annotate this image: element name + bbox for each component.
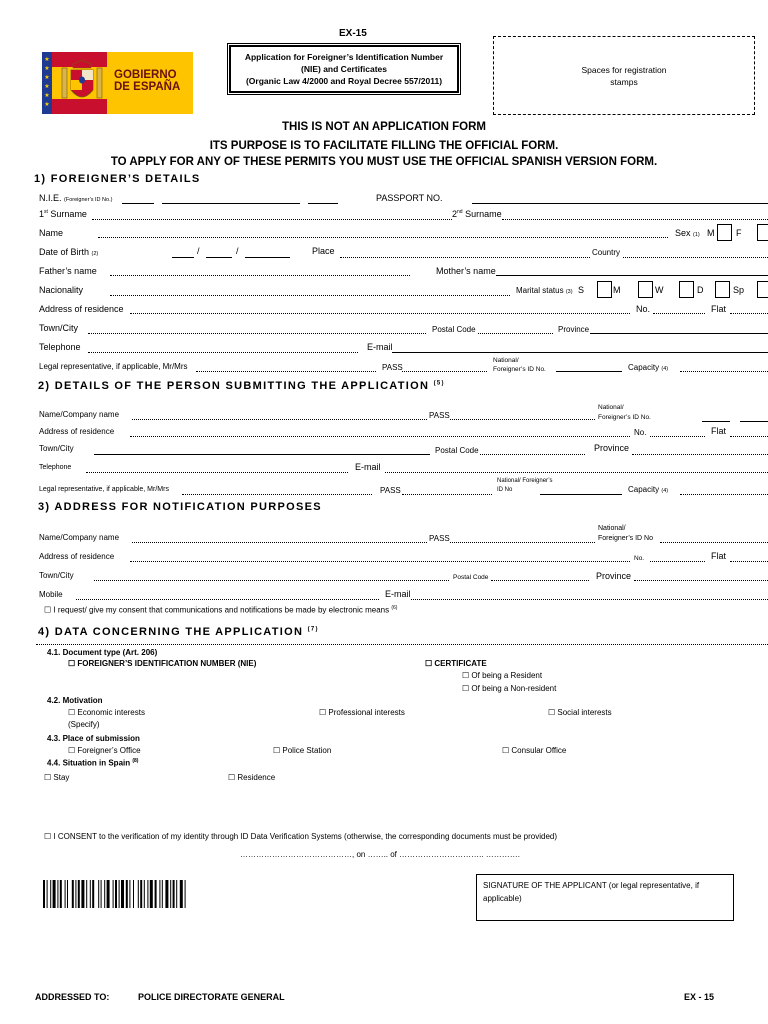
marital-label: Marital status (3) — [516, 286, 573, 295]
s3-mobile-field[interactable] — [76, 599, 379, 600]
s2-flat-field[interactable] — [730, 436, 768, 437]
s3-province-label: Province — [596, 571, 632, 581]
marital-d-checkbox[interactable] — [715, 281, 730, 298]
option-foreigners-office[interactable]: ☐ Foreigner’s Office — [68, 746, 141, 755]
s2-national-label: National/ Foreigner’s ID No. — [598, 404, 651, 421]
s2-address-label: Address of residence — [39, 427, 115, 436]
marital-w-label: W — [655, 285, 664, 295]
nie-field-3[interactable] — [308, 203, 338, 204]
s2-capacity-field[interactable] — [680, 494, 768, 495]
capacity-field[interactable] — [680, 371, 768, 372]
signature-label: SIGNATURE OF THE APPLICANT (or legal representative, if applicable) — [483, 881, 700, 903]
marital-sp-label: Sp — [733, 285, 745, 295]
form-title-line3: (Organic Law 4/2000 and Royal Decree 557/2011) — [245, 76, 443, 86]
s2-province-label: Province — [594, 443, 630, 453]
surname2-label: 2nd Surname — [452, 209, 502, 219]
s3-flat-label: Flat — [711, 551, 727, 561]
section3-title: 3) ADDRESS FOR NOTIFICATION PURPOSES — [38, 501, 322, 513]
dob-month-field[interactable] — [206, 257, 232, 258]
situation-label: 4.4. Situation in Spain $^{(8)}$ — [47, 758, 139, 768]
s2-name-field[interactable] — [132, 419, 427, 420]
s2-national-field-2[interactable] — [740, 421, 768, 422]
father-label: Father’s name — [39, 266, 97, 276]
eu-stars-band: ★ ★ ★ ★ ★ ★ — [42, 52, 52, 114]
surname2-field[interactable] — [502, 219, 768, 220]
legal-rep-label: Legal representative, if applicable, Mr/Mrs — [39, 362, 188, 371]
section1-title: 1) FOREIGNER’S DETAILS — [34, 173, 201, 185]
s2-capacity-label: Capacity (4) — [628, 485, 669, 494]
signature-box[interactable] — [476, 874, 734, 921]
s3-name-field[interactable] — [132, 542, 427, 543]
s3-no-field[interactable] — [650, 561, 705, 562]
s2-national2-field[interactable] — [540, 494, 622, 495]
marital-w-checkbox[interactable] — [679, 281, 694, 298]
s3-flat-field[interactable] — [730, 561, 768, 562]
s2-national2-label: National/ Foreigner’s ID No — [497, 478, 553, 493]
surname1-label: 1st Surname — [39, 209, 87, 219]
nationality-field[interactable] — [110, 295, 510, 296]
postal-field[interactable] — [478, 333, 553, 334]
passport-label: PASSPORT NO. — [376, 193, 443, 203]
s3-name-label: Name/Company name — [39, 533, 120, 542]
sex-f-label: F — [736, 228, 742, 238]
s2-email-field[interactable] — [385, 472, 768, 473]
addressed-to-label: ADDRESSED TO: — [35, 992, 110, 1002]
s3-mobile-label: Mobile — [39, 590, 63, 599]
province-field[interactable] — [590, 333, 768, 334]
section2-title: 2) DETAILS OF THE PERSON SUBMITTING THE APPLICATION $^{(5)}$ — [38, 380, 445, 392]
marital-s-checkbox[interactable] — [597, 281, 612, 298]
s2-province-field[interactable] — [632, 454, 768, 455]
s3-pass-label: PASS — [429, 534, 450, 543]
name-label: Name — [39, 228, 64, 238]
government-logo — [42, 52, 193, 114]
notice-line1: THIS IS NOT AN APPLICATION FORM — [281, 121, 486, 133]
section4-title: 4) DATA CONCERNING THE APPLICATION $^{(7)}$ — [38, 626, 319, 638]
stamp-text-line2: stamps — [610, 77, 638, 87]
s2-telephone-field[interactable] — [86, 472, 348, 473]
marital-sp-checkbox[interactable] — [757, 281, 768, 298]
s2-national-field[interactable] — [702, 421, 730, 422]
sex-f-checkbox[interactable] — [757, 224, 768, 241]
email-field[interactable] — [392, 352, 768, 353]
legal-pass-label: PASS — [382, 363, 403, 372]
s2-town-label: Town/City — [39, 444, 74, 453]
place-submission-label: 4.3. Place of submission — [47, 734, 140, 743]
s3-email-label: E-mail — [385, 589, 411, 599]
s3-address-field[interactable] — [130, 561, 630, 562]
father-field[interactable] — [110, 275, 410, 276]
s2-legal-field[interactable] — [182, 494, 372, 495]
s3-postal-label: Postal Code — [453, 574, 489, 581]
option-resident[interactable]: ☐ Of being a Resident — [462, 671, 543, 680]
s2-town-field[interactable] — [94, 454, 430, 455]
option-nie[interactable]: ☐ FOREIGNER’S IDENTIFICATION NUMBER (NIE) — [68, 659, 257, 668]
logo-text-line2: DE ESPAÑA — [114, 81, 181, 93]
stamp-text-line1: Spaces for registration — [581, 65, 667, 75]
legal-national-label: National/ Foreigner’s ID No. — [493, 357, 546, 373]
s3-no-label: No. — [634, 555, 645, 562]
address-flat-label: Flat — [711, 304, 727, 314]
addressed-to-value: POLICE DIRECTORATE GENERAL — [138, 992, 285, 1002]
s2-postal-label: Postal Code — [435, 446, 479, 455]
nationality-label: Nacionality — [39, 285, 84, 295]
option-police-station[interactable]: ☐ Police Station — [273, 746, 332, 755]
s3-province-field[interactable] — [634, 580, 768, 581]
notice-line3: TO APPLY FOR ANY OF THESE PERMITS YOU MUST USE THE OFFICIAL SPANISH VERSION FORM. — [110, 156, 658, 168]
s2-flat-label: Flat — [711, 426, 727, 436]
address-no-label: No. — [636, 304, 651, 314]
specify-label: (Specify) — [68, 720, 100, 729]
town-field[interactable] — [88, 333, 426, 334]
option-professional[interactable]: ☐ Professional interests — [319, 708, 405, 717]
s2-email-label: E-mail — [355, 462, 381, 472]
address-label: Address of residence — [39, 304, 124, 314]
town-label: Town/City — [39, 323, 79, 333]
legal-pass-field[interactable] — [402, 371, 487, 372]
s2-telephone-label: Telephone — [39, 464, 72, 471]
s3-electronic-consent[interactable]: ☐ I request/ give my consent that communications and notifications be made by electronic means $^{(6)}$ — [44, 605, 398, 615]
s3-national-field[interactable] — [660, 542, 768, 543]
sex-label: Sex (1) — [675, 228, 700, 238]
s2-pass-field[interactable] — [450, 419, 595, 420]
place-field[interactable] — [340, 257, 590, 258]
identity-verification-consent[interactable]: ☐ I CONSENT to the verification of my identity through ID Data Verification Systems (otherwise, the corresponding documents must be provided) — [44, 832, 558, 841]
footer-form-code: EX - 15 — [684, 992, 715, 1002]
marital-s-label: S — [578, 285, 585, 295]
s3-address-label: Address of residence — [39, 552, 115, 561]
s2-postal-field[interactable] — [480, 454, 585, 455]
dob-day-field[interactable] — [172, 257, 194, 258]
doc-type-label: 4.1. Document type (Art. 206) — [47, 648, 158, 657]
telephone-label: Telephone — [39, 342, 81, 352]
registration-stamp-box — [493, 36, 755, 115]
sex-m-label: M — [707, 228, 715, 238]
form-code: EX-15 — [339, 28, 367, 39]
option-economic[interactable]: ☐ Economic interests — [68, 708, 145, 717]
option-stay[interactable]: ☐ Stay — [44, 773, 70, 782]
telephone-field[interactable] — [88, 352, 358, 353]
country-field[interactable] — [623, 257, 768, 258]
marital-m-checkbox[interactable] — [638, 281, 653, 298]
passport-field[interactable] — [472, 203, 768, 204]
mother-label: Mother’s name — [436, 266, 496, 276]
section4-rule — [36, 644, 768, 645]
barcode-icon — [43, 880, 235, 908]
dob-year-field[interactable] — [245, 257, 290, 258]
legal-rep-field[interactable] — [196, 371, 376, 372]
logo-text-line1: GOBIERNO — [114, 69, 177, 81]
province-label: Province — [558, 325, 590, 334]
nie-field-1[interactable] — [122, 203, 154, 204]
motivation-label: 4.2. Motivation — [47, 696, 103, 705]
s2-name-label: Name/Company name — [39, 410, 120, 419]
address-flat-field[interactable] — [730, 313, 768, 314]
option-nonresident[interactable]: ☐ Of being a Non-resident — [462, 684, 557, 693]
s2-no-label: No. — [634, 428, 647, 437]
nie-label: N.I.E. (Foreigner’s ID No.) — [39, 193, 113, 203]
place-label: Place — [312, 246, 335, 256]
option-consular-office[interactable]: ☐ Consular Office — [502, 746, 567, 755]
form-title-line2: (NIE) and Certificates — [301, 64, 387, 74]
s2-pass-label: PASS — [429, 411, 450, 420]
s3-town-field[interactable] — [94, 580, 449, 581]
option-residence[interactable]: ☐ Residence — [228, 773, 276, 782]
form-title-line1: Application for Foreigner’s Identification Number — [244, 52, 444, 62]
option-certificate[interactable]: ☐ CERTIFICATE — [425, 659, 487, 668]
s3-pass-field[interactable] — [450, 542, 595, 543]
s3-postal-field[interactable] — [491, 580, 589, 581]
sex-m-checkbox[interactable] — [717, 224, 732, 241]
s2-legal-label: Legal representative, if applicable, Mr/Mrs — [39, 486, 169, 493]
dob-slash-2: / — [236, 246, 239, 256]
dob-slash-1: / — [197, 246, 200, 256]
capacity-label: Capacity (4) — [628, 363, 669, 372]
nie-field-2[interactable] — [162, 203, 300, 204]
option-social[interactable]: ☐ Social interests — [548, 708, 612, 717]
marital-d-label: D — [697, 285, 704, 295]
marital-m-label: M — [613, 285, 621, 295]
s3-national-label: National/ Foreigner’s ID No — [598, 525, 653, 542]
s3-town-label: Town/City — [39, 571, 74, 580]
dob-label: Date of Birth (2) — [39, 247, 99, 257]
coat-of-arms-icon — [60, 58, 104, 108]
s3-email-field[interactable] — [411, 599, 768, 600]
form-title-box — [229, 45, 459, 93]
surname1-field[interactable] — [92, 219, 452, 220]
legal-national-field[interactable] — [556, 371, 622, 372]
address-field[interactable] — [130, 313, 630, 314]
address-no-field[interactable] — [653, 313, 705, 314]
s2-address-field[interactable] — [130, 436, 630, 437]
date-place-line[interactable]: ……………………………………, on …….. of ………………………….. …………. — [240, 850, 521, 859]
postal-label: Postal Code — [432, 325, 476, 334]
email-label: E-mail — [367, 342, 393, 352]
mother-field[interactable] — [496, 275, 768, 276]
s2-legal-pass-label: PASS — [380, 486, 401, 495]
s2-no-field[interactable] — [650, 436, 705, 437]
name-field[interactable] — [98, 237, 668, 238]
notice-line2: ITS PURPOSE IS TO FACILITATE FILLING THE OFFICIAL FORM. — [209, 140, 559, 152]
country-label: Country — [592, 248, 621, 257]
s2-legal-pass-field[interactable] — [402, 494, 492, 495]
